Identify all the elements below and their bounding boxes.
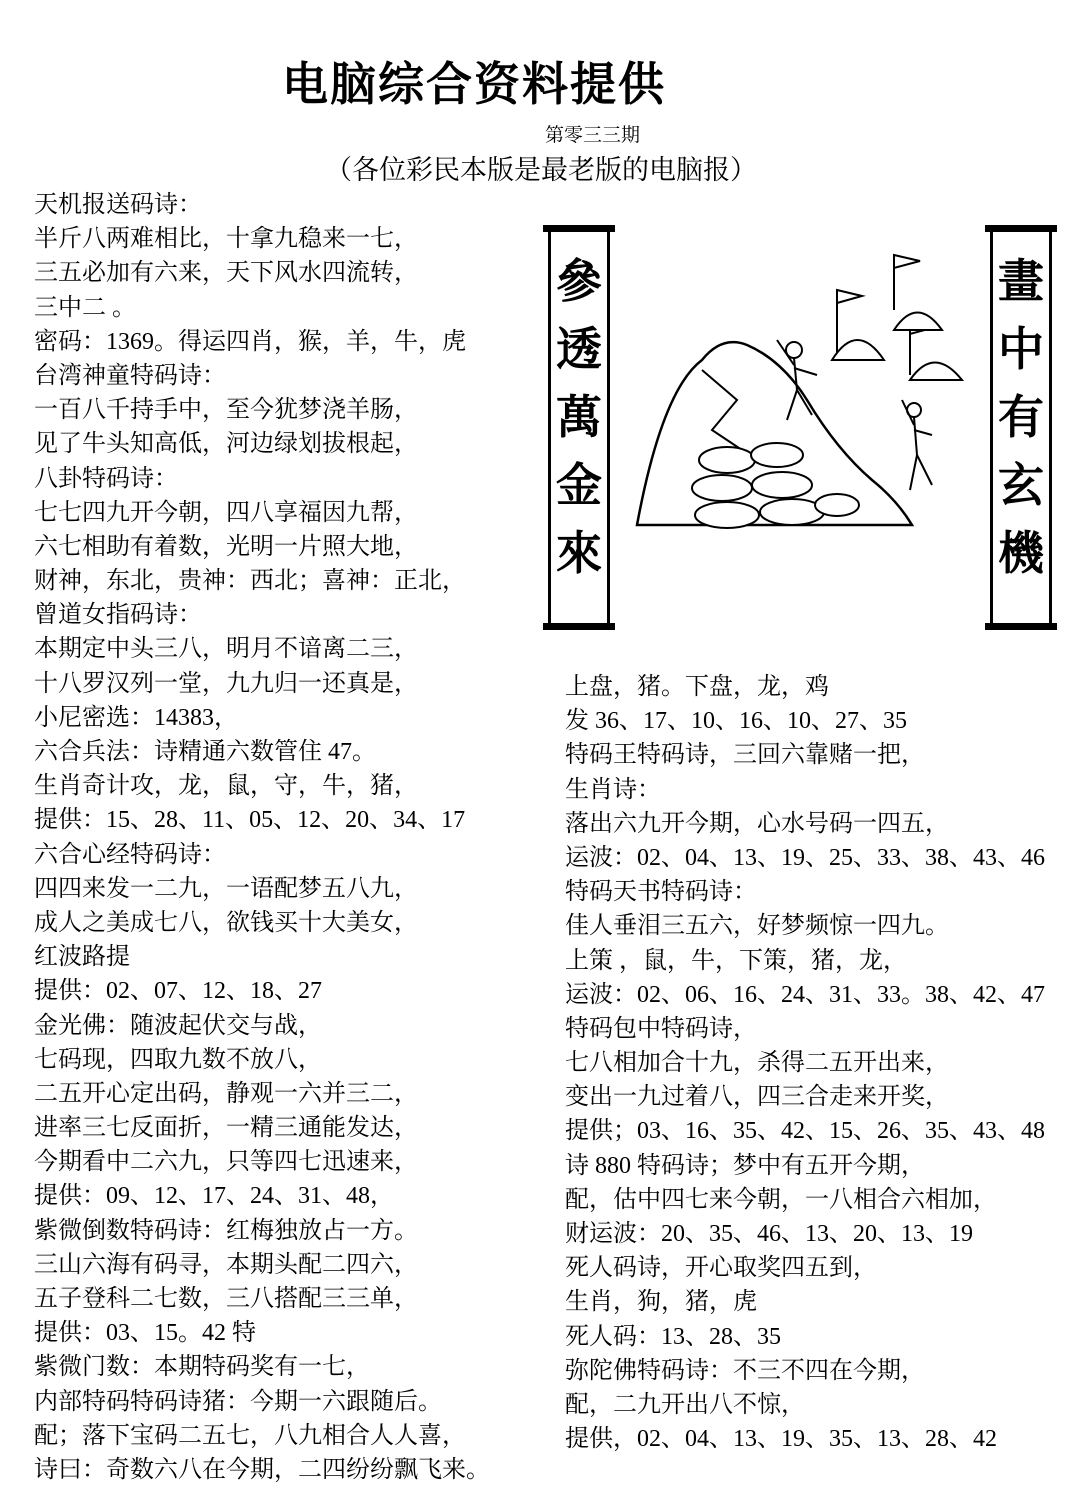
text-line: 弥陀佛特码诗：不三不四在今期， bbox=[565, 1357, 925, 1384]
text-line: 上策 ，鼠，牛，下策，猪，龙， bbox=[565, 947, 907, 974]
text-line: 台湾神童特码诗： bbox=[34, 362, 226, 389]
text-line: 内部特码特码诗猪：今期一六跟随后。 bbox=[34, 1388, 442, 1415]
text-line: 生肖，狗，猪，虎 bbox=[565, 1289, 757, 1316]
scroll-character: 來 bbox=[556, 526, 602, 580]
text-line: 提供，02、04、13、19、35、13、28、42 bbox=[565, 1426, 997, 1453]
text-line: 死人码：13、28、35 bbox=[565, 1323, 781, 1350]
page-title: 电脑综合资料提供 bbox=[282, 57, 666, 111]
left-scroll-banner bbox=[548, 225, 610, 630]
text-line: 八卦特码诗： bbox=[34, 465, 178, 492]
text-line: 曾道女指码诗： bbox=[34, 602, 202, 629]
text-line: 紫微门数：本期特码奖有一七， bbox=[34, 1354, 370, 1381]
text-line: 见了牛头知高低，河边绿划拔根起， bbox=[34, 431, 418, 458]
page-subtitle: （各位彩民本版是最老版的电脑报） bbox=[325, 155, 757, 186]
scroll-character: 金 bbox=[556, 458, 602, 512]
text-line: 成人之美成七八，欲钱买十大美女， bbox=[34, 909, 418, 936]
text-line: 一百八千持手中，至今犹梦浇羊肠， bbox=[34, 397, 418, 424]
text-line: 特码王特码诗，三回六靠赌一把， bbox=[565, 742, 925, 769]
text-line: 提供：09、12、17、24、31、48， bbox=[34, 1183, 394, 1210]
text-line: 今期看中二六九，只等四七迅速来， bbox=[34, 1149, 418, 1176]
text-line: 财神，东北，贵神：西北；喜神：正北， bbox=[34, 568, 466, 595]
text-line: 提供：15、28、11、05、12、20、34、17 bbox=[34, 807, 466, 834]
text-line: 七码现，四取九数不放八， bbox=[34, 1046, 322, 1073]
text-line: 上盘，猪。下盘，龙，鸡 bbox=[565, 674, 829, 700]
text-line: 特码天书特码诗： bbox=[565, 879, 757, 906]
text-line: 六七相助有着数，光明一片照大地， bbox=[34, 533, 418, 560]
text-line: 三五必加有六来，天下风水四流转， bbox=[34, 260, 418, 287]
text-line: 财运波：20、35、46、13、20、13、19 bbox=[565, 1221, 973, 1247]
scroll-character: 畫 bbox=[998, 254, 1044, 308]
text-line: 生肖奇计攻，龙，鼠，守，牛，猪， bbox=[34, 773, 418, 800]
text-line: 特码包中特码诗， bbox=[565, 1015, 757, 1042]
scroll-character: 有 bbox=[998, 390, 1044, 444]
text-line: 运波：02、04、13、19、25、33、38、43、46 bbox=[565, 844, 1045, 871]
text-line: 密码：1369。得运四肖，猴，羊，牛，虎 bbox=[34, 328, 466, 355]
text-line: 变出一九过着八，四三合走来开奖， bbox=[565, 1084, 949, 1111]
text-line: 配；落下宝码二五七，八九相合人人喜， bbox=[34, 1422, 466, 1449]
text-line: 提供；03、16、35、42、15、26、35、43、48 bbox=[565, 1118, 1045, 1145]
text-line: 提供：03、15。42 特 bbox=[34, 1320, 256, 1347]
text-line: 提供：02、07、12、18、27 bbox=[34, 978, 322, 1005]
scroll-character: 機 bbox=[998, 526, 1044, 580]
right-text-column bbox=[565, 670, 1080, 1456]
text-line: 佳人垂泪三五六，好梦频惊一四九。 bbox=[565, 913, 949, 940]
mountain-illustration bbox=[632, 250, 972, 540]
text-line: 半斤八两难相比，十拿九稳来一七， bbox=[34, 226, 418, 253]
text-line: 小尼密选：14383， bbox=[34, 704, 238, 731]
text-line: 配，估中四七来今朝，一八相合六相加， bbox=[565, 1186, 997, 1213]
text-line: 五子登科二七数，三八搭配三三单， bbox=[34, 1286, 418, 1312]
text-line: 发 36、17、10、16、10、27、35 bbox=[565, 708, 907, 735]
text-line: 诗曰：奇数六八在今期，二四纷纷飘飞来。 bbox=[34, 1456, 490, 1483]
text-line: 紫微倒数特码诗：红梅独放占一方。 bbox=[34, 1217, 418, 1244]
scroll-character: 萬 bbox=[556, 390, 602, 444]
text-line: 进率三七反面折，一精三通能发达， bbox=[34, 1115, 418, 1142]
text-line: 二五开心定出码，静观一六并三二， bbox=[34, 1080, 418, 1107]
text-line: 配，二九开出八不惊， bbox=[565, 1391, 805, 1418]
text-line: 六合兵法：诗精通六数管住 47。 bbox=[34, 739, 376, 765]
scroll-character: 玄 bbox=[998, 458, 1044, 512]
text-line: 生肖诗： bbox=[565, 776, 661, 803]
right-scroll-banner bbox=[990, 225, 1052, 630]
text-line: 天机报送码诗： bbox=[34, 192, 202, 218]
text-line: 落出六九开今期，心水号码一四五， bbox=[565, 810, 949, 837]
text-line: 三中二 。 bbox=[34, 294, 136, 321]
issue-number: 第零三三期 bbox=[545, 124, 641, 146]
text-line: 三山六海有码寻，本期头配二四六， bbox=[34, 1251, 418, 1278]
text-line: 四四来发一二九，一语配梦五八九， bbox=[34, 875, 418, 902]
text-line: 红波路提 bbox=[34, 944, 130, 971]
text-line: 七八相加合十九，杀得二五开出来， bbox=[565, 1050, 949, 1077]
text-line: 金光佛：随波起伏交与战， bbox=[34, 1012, 322, 1039]
left-text-column bbox=[34, 188, 534, 1487]
text-line: 运波：02、06、16、24、31、33。38、42、47 bbox=[565, 981, 1045, 1008]
text-line: 本期定中头三八，明月不谙离二三， bbox=[34, 636, 418, 663]
scroll-character: 參 bbox=[556, 254, 602, 308]
text-line: 六合心经特码诗： bbox=[34, 841, 226, 868]
text-line: 诗 880 特码诗；梦中有五开今期， bbox=[565, 1152, 925, 1179]
scroll-character: 中 bbox=[998, 322, 1044, 376]
text-line: 死人码诗，开心取奖四五到， bbox=[565, 1255, 877, 1282]
text-line: 十八罗汉列一堂，九九归一还真是， bbox=[34, 670, 418, 697]
scroll-character: 透 bbox=[556, 322, 602, 376]
text-line: 七七四九开今朝，四八享福因九帮， bbox=[34, 499, 418, 526]
